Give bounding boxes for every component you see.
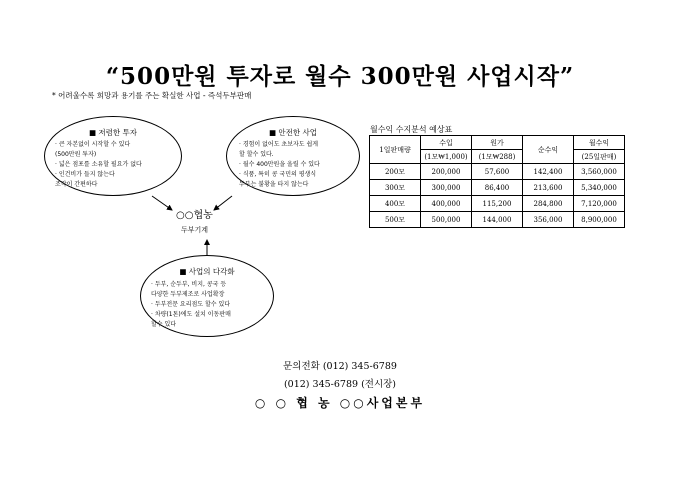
table-row	[370, 196, 625, 212]
table-cell: 200모	[370, 164, 421, 180]
profit-table	[369, 135, 625, 228]
bubble-diversification	[140, 255, 274, 337]
column-header: 수입	[421, 136, 472, 150]
bubble-low-investment	[44, 116, 182, 196]
list-item: 할 할수 있다.	[239, 151, 274, 158]
list-item: 두부는 불황을 타지 않는다	[239, 181, 309, 188]
bubble-list	[55, 140, 142, 190]
bubble-list	[239, 140, 320, 190]
list-item: · 월수 400만원을 올릴 수 있다	[239, 161, 320, 168]
organization-name: ○ ○ 협 농 ○○사업본부	[254, 396, 426, 410]
table-cell: 500모	[370, 212, 421, 228]
table-cell: 57,600	[472, 164, 523, 180]
list-item: 조작이 간편하다	[55, 181, 98, 188]
table-cell: 144,000	[472, 212, 523, 228]
bubble-list	[151, 280, 231, 330]
list-item: · 큰 자본없이 시작할 수 있다	[55, 141, 131, 148]
bubble-heading: ■ 안전한 사업	[268, 128, 318, 137]
column-header: 1일판매량	[370, 136, 421, 164]
list-item: · 경험이 없어도 초보자도 쉽게	[239, 141, 319, 148]
list-item: (500만원 투자)	[55, 151, 97, 158]
bubble-heading: ■ 저렴한 투자	[88, 128, 138, 137]
table-cell: 7,120,000	[574, 196, 625, 212]
contact-showroom-phone: (012) 345-6789 (전시장)	[283, 379, 397, 390]
list-item: · 인건비가 들지 않는다	[55, 171, 115, 178]
table-cell: 300,000	[421, 180, 472, 196]
contact-phone: 문의전화 (012) 345-6789	[283, 361, 397, 372]
list-item: · 두부, 순두부, 비지, 콩국 등	[151, 281, 227, 288]
table-row	[370, 164, 625, 180]
column-header: 순수익	[523, 136, 574, 164]
arrow-right-to-center	[214, 196, 232, 210]
table-cell: 200,000	[421, 164, 472, 180]
table-row	[370, 212, 625, 228]
table-cell: 86,400	[472, 180, 523, 196]
center-label: ○○협농	[176, 210, 213, 221]
table-cell: 115,200	[472, 196, 523, 212]
subtitle: * 어려울수록 희망과 용기를 주는 확실한 사업 - 즉석두부판매	[52, 91, 252, 100]
list-item: 다양한 두부제조로 사업확장	[151, 291, 225, 298]
list-item: 할수 있다	[151, 321, 177, 328]
list-item: · 식품, 특히 콩 국민의 평생식	[239, 171, 317, 178]
column-subheader: (25일판매)	[574, 150, 625, 164]
table-cell: 356,000	[523, 212, 574, 228]
list-item: · 차량(1톤)에도 설치 이동판매	[151, 311, 231, 318]
table-header-row	[370, 136, 625, 150]
center-sublabel: 두부기계	[181, 226, 209, 234]
table-cell: 142,400	[523, 164, 574, 180]
table-cell: 300모	[370, 180, 421, 196]
table-cell: 213,600	[523, 180, 574, 196]
list-item: · 두부전문 요리점도 할수 있다	[151, 301, 231, 308]
column-header: 월수익	[574, 136, 625, 150]
table-cell: 400모	[370, 196, 421, 212]
column-subheader: (1모₩1,000)	[421, 150, 472, 164]
table-caption: 월수익 수지분석 예상표	[370, 125, 453, 134]
page-title: “500만원 투자로 월수 300만원 사업시작”	[105, 63, 575, 90]
arrow-left-to-center	[152, 196, 172, 210]
table-cell: 400,000	[421, 196, 472, 212]
bubble-stable-business	[226, 116, 360, 196]
table-cell: 8,900,000	[574, 212, 625, 228]
list-item: · 넓은 점포를 소유할 필요가 없다	[55, 161, 142, 168]
table-cell: 284,800	[523, 196, 574, 212]
column-header: 원가	[472, 136, 523, 150]
column-subheader: (1모₩288)	[472, 150, 523, 164]
table-cell: 500,000	[421, 212, 472, 228]
table-row	[370, 180, 625, 196]
bubble-heading: ■ 사업의 다각화	[179, 267, 235, 276]
table-cell: 5,340,000	[574, 180, 625, 196]
table-cell: 3,560,000	[574, 164, 625, 180]
